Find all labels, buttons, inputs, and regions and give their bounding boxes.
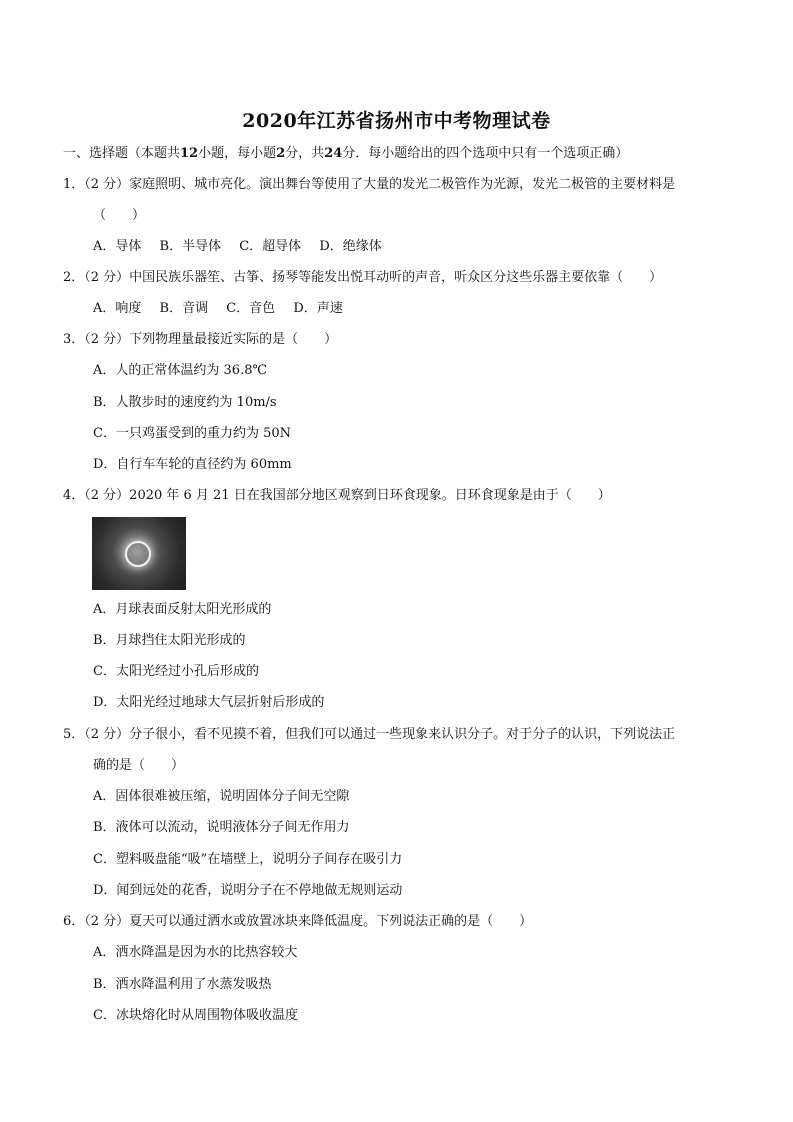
question-6-stem: 6．（2 分）夏天可以通过洒水或放置冰块来降低温度。下列说法正确的是（ ） — [63, 914, 533, 929]
option-a: A．响度 — [93, 301, 142, 316]
option-d: D．声速 — [293, 301, 343, 316]
question-5-option-d: D．闻到远处的花香，说明分子在不停地做无规则运动 — [93, 883, 403, 898]
option-b: B．音调 — [159, 301, 209, 316]
option-c: C．音色 — [226, 301, 276, 316]
question-4-option-b: B．月球挡住太阳光形成的 — [93, 633, 246, 648]
question-2-options — [93, 300, 357, 318]
question-4-option-d: D．太阳光经过地球大气层折射后形成的 — [93, 695, 325, 710]
question-5-option-a: A．固体很难被压缩，说明固体分子间无空隙 — [93, 789, 350, 804]
question-3-stem: 3．（2 分）下列物理量最接近实际的是（ ） — [63, 332, 338, 347]
eclipse-ring-icon — [125, 541, 151, 567]
question-3-option-a: A．人的正常体温约为 36.8℃ — [93, 363, 268, 378]
question-3-option-d: D．自行车车轮的直径约为 60mm — [93, 457, 292, 472]
option-b: B．半导体 — [159, 239, 222, 254]
section-heading: 一、选择题（本题共12小题，每小题2分，共24分．每小题给出的四个选项中只有一个选项正确） — [63, 146, 629, 161]
question-5-stem: 5．（2 分）分子很小，看不见摸不着，但我们可以通过一些现象来认识分子。对于分子的认识，下列说法正 — [63, 727, 676, 742]
question-6-option-b: B．洒水降温利用了水蒸发吸热 — [93, 977, 272, 992]
question-1-stem: 1．（2 分）家庭照明、城市亮化。演出舞台等使用了大量的发光二极管作为光源，发光二极管的主要材料是 — [63, 177, 676, 192]
option-a: A．导体 — [93, 239, 142, 254]
question-2-stem: 2．（2 分）中国民族乐器笙、古筝、扬琴等能发出悦耳动听的声音，听众区分这些乐器主要依靠（ ） — [63, 270, 663, 285]
question-4-option-c: C．太阳光经过小孔后形成的 — [93, 664, 259, 679]
question-5-stem-cont: 确的是（ ） — [93, 758, 185, 773]
question-1-options — [93, 238, 396, 256]
option-d: D．绝缘体 — [319, 239, 382, 254]
option-c: C．超导体 — [239, 239, 302, 254]
question-4-option-a: A．月球表面反射太阳光形成的 — [93, 602, 272, 617]
question-6-option-c: C．冰块熔化时从周围物体吸收温度 — [93, 1008, 298, 1023]
question-5-option-c: C．塑料吸盘能“吸”在墙壁上，说明分子间存在吸引力 — [93, 852, 403, 867]
question-3-option-c: C．一只鸡蛋受到的重力约为 50N — [93, 426, 291, 441]
question-4-stem: 4．（2 分）2020 年 6 月 21 日在我国部分地区观察到日环食现象。日环食现象是由于（ ） — [63, 488, 611, 503]
page-title: 2020年江苏省扬州市中考物理试卷 — [242, 110, 551, 132]
annular-eclipse-photo — [92, 517, 186, 590]
question-5-option-b: B．液体可以流动，说明液体分子间无作用力 — [93, 820, 350, 835]
question-6-option-a: A．洒水降温是因为水的比热容较大 — [93, 945, 298, 960]
question-3-option-b: B．人散步时的速度约为 10m/s — [93, 395, 277, 410]
question-1-stem-cont: （ ） — [93, 208, 146, 223]
